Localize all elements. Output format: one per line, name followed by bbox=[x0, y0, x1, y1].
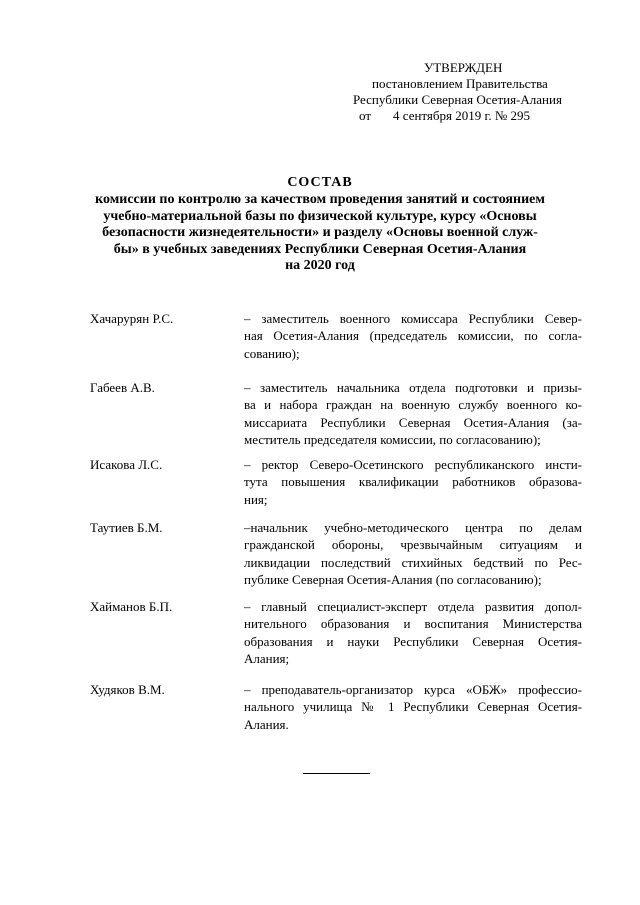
approval-stamp bbox=[346, 60, 596, 124]
role-line: образования и науки Республики Северная Осетия- bbox=[244, 633, 582, 649]
approval-resolution: постановлением Правительства bbox=[372, 76, 548, 91]
role-line: нального училища № 1 Республики Северная Осетия- bbox=[244, 699, 582, 715]
member-role bbox=[244, 456, 582, 508]
member-name: Исакова Л.С. bbox=[90, 457, 163, 472]
role-line: –начальник учебно-методического центра по делам bbox=[244, 520, 582, 535]
member-role bbox=[244, 310, 582, 362]
approval-date: 4 сентября 2019 г. № 295 bbox=[393, 108, 531, 123]
approval-date-line bbox=[346, 108, 596, 124]
approval-status: УТВЕРЖДЕН bbox=[424, 60, 503, 75]
role-line: – преподаватель-организатор курса «ОБЖ» профессио- bbox=[244, 682, 582, 697]
role-line: публике Северная Осетия-Алания (по согласованию); bbox=[244, 571, 542, 587]
title-line: комиссии по контролю за качеством проведения занятий и состоянием bbox=[95, 192, 545, 208]
member-role bbox=[244, 598, 582, 667]
title-line: безопасности жизнедеятельности» и разделу «Основы военной служ- bbox=[102, 225, 538, 241]
role-line: нительного образования и воспитания Министерства bbox=[244, 616, 582, 632]
member-name: Хайманов Б.П. bbox=[90, 599, 173, 614]
role-line: ва и набора граждан на военную службу военного ко- bbox=[244, 397, 582, 413]
role-line: Алания. bbox=[244, 716, 289, 732]
role-line: – главный специалист-эксперт отдела развития допол- bbox=[244, 599, 582, 614]
title-line: на 2020 год bbox=[285, 258, 355, 274]
member-name: Габеев А.В. bbox=[90, 380, 155, 395]
role-line: миссариата Республики Северная Осетия-Алания (за- bbox=[244, 414, 582, 430]
title-line: бы» в учебных заведениях Республики Северная Осетия-Алания bbox=[113, 241, 527, 257]
member-name: Худяков В.М. bbox=[90, 682, 165, 697]
member-role bbox=[244, 519, 582, 588]
role-line: ния; bbox=[244, 491, 268, 507]
role-line: ликвидации последствий стихийных бедствий по Рес- bbox=[244, 554, 582, 570]
document-title bbox=[60, 175, 580, 274]
role-line: – заместитель военного комиссара Республики Север- bbox=[244, 311, 582, 326]
role-line: гражданской обороны, чрезвычайным ситуациям и bbox=[244, 537, 582, 553]
role-line: – заместитель начальника отдела подготовки и призы- bbox=[244, 380, 582, 395]
member-name: Таутиев Б.М. bbox=[90, 520, 163, 535]
role-line: – ректор Северо-Осетинского республиканского инсти- bbox=[244, 457, 582, 472]
role-line: меститель председателя комиссии, по согласованию); bbox=[244, 431, 541, 447]
end-divider bbox=[303, 773, 370, 774]
role-line: тута повышения квалификации работников образова- bbox=[244, 474, 582, 490]
member-role bbox=[244, 681, 582, 733]
title-line: учебно-материальной базы по физической культуре, курсу «Основы bbox=[103, 208, 537, 224]
role-line: сованию); bbox=[244, 345, 300, 361]
member-name: Хачарурян Р.С. bbox=[90, 311, 174, 326]
approval-date-prefix: от bbox=[359, 108, 372, 123]
document-heading: СОСТАВ bbox=[287, 175, 353, 190]
role-line: ная Осетия-Алания (председатель комиссии, по согла- bbox=[244, 328, 582, 344]
member-role bbox=[244, 379, 582, 448]
approval-authority: Республики Северная Осетия-Алания bbox=[353, 92, 562, 107]
role-line: Алания; bbox=[244, 650, 290, 666]
